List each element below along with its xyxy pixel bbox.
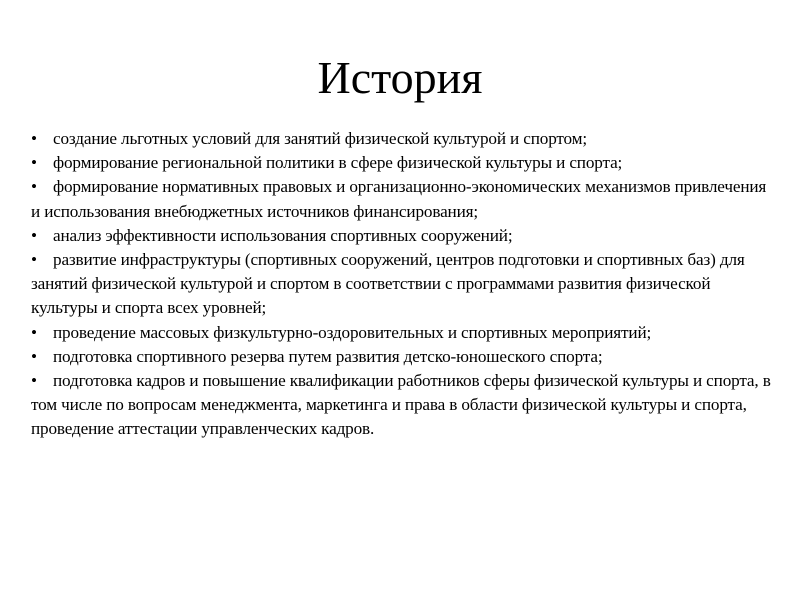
list-item xyxy=(31,151,771,175)
list-item-text: подготовка спортивного резерва путем развития детско-юношеского спорта; xyxy=(53,346,603,366)
list-item-text: формирование региональной политики в сфере физической культуры и спорта; xyxy=(53,153,623,173)
list-item xyxy=(31,345,771,369)
bullet-list xyxy=(31,127,771,442)
list-item xyxy=(31,224,771,248)
list-item-text: создание льготных условий для занятий физической культурой и спортом; xyxy=(53,129,588,148)
bullet-icon: • xyxy=(31,225,37,245)
bullet-icon: • xyxy=(31,129,37,148)
bullet-icon: • xyxy=(31,177,37,197)
bullet-icon: • xyxy=(31,322,37,342)
list-item xyxy=(31,127,771,151)
bullet-icon: • xyxy=(31,250,37,270)
list-item-text: развитие инфраструктуры (спортивных сооружений, центров подготовки и спортивных баз) для занятий физической культурой и спортом в соответствии с программами развития физической культуры и спорта всех уровней; xyxy=(31,250,745,318)
list-item xyxy=(31,175,771,223)
slide-title: История xyxy=(317,52,483,103)
list-item xyxy=(31,248,771,321)
bullet-icon: • xyxy=(31,371,37,391)
list-item-text: проведение массовых физкультурно-оздоровительных и спортивных мероприятий; xyxy=(53,322,652,342)
list-item-text: подготовка кадров и повышение квалификации работников сферы физической культуры и спорта, в том числе по вопросам менеджмента, маркетинга и права в области физической культуры и спорта, проведение аттестации управленческих кадров. xyxy=(31,371,771,439)
bullet-icon: • xyxy=(31,153,37,173)
bullet-icon: • xyxy=(31,346,37,366)
list-item-text: анализ эффективности использования спортивных сооружений; xyxy=(53,225,513,245)
list-item xyxy=(31,321,771,345)
list-item xyxy=(31,369,771,442)
list-item-text: формирование нормативных правовых и организационно-экономических механизмов привлечения и использования внебюджетных источников финансирования; xyxy=(31,177,767,221)
